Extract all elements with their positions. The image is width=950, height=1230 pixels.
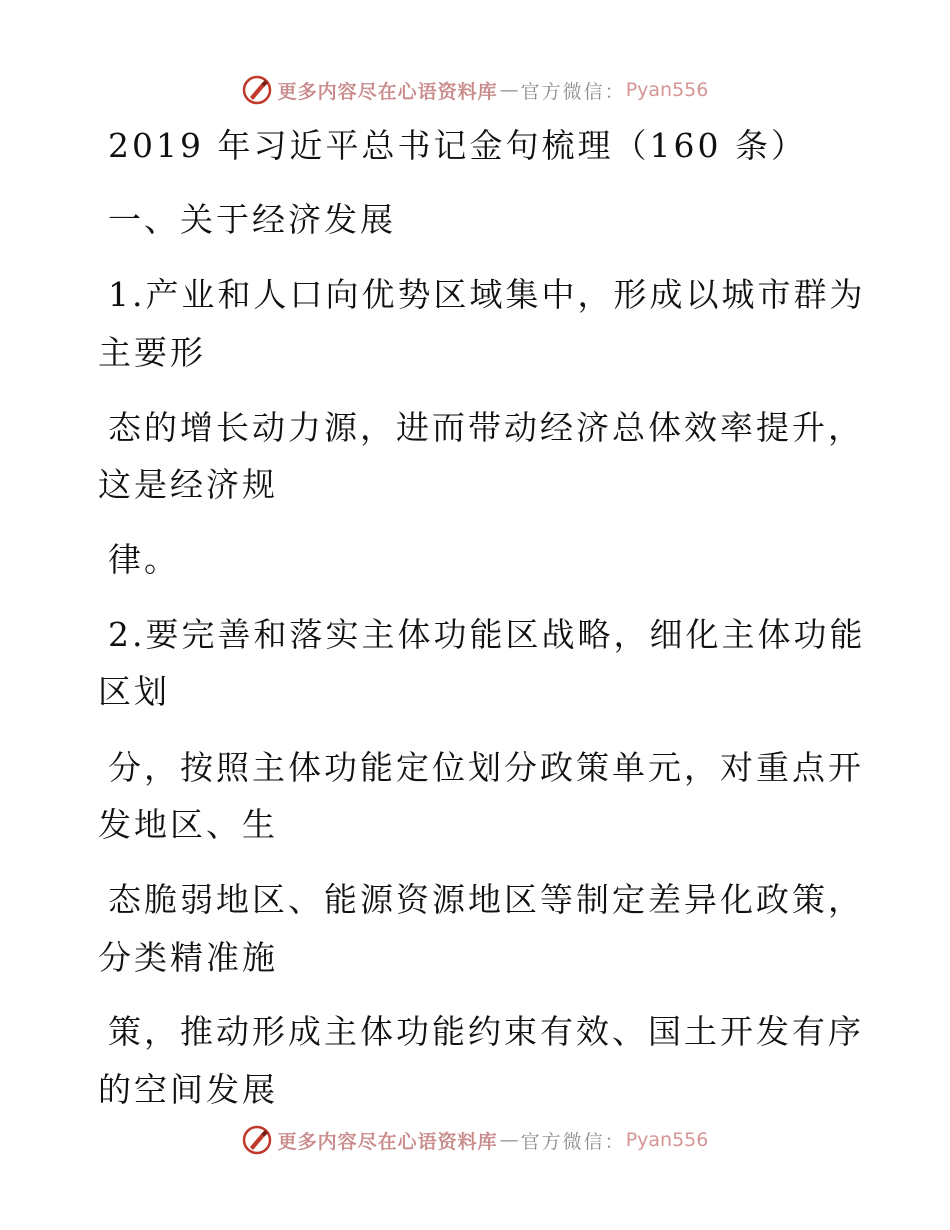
watermark-site: 更多内容尽在心语资料库 [277,80,498,103]
watermark-contact-label: 官方微信： [520,80,626,103]
text-line: 态脆弱地区、能源资源地区等制定差异化政策， [108,880,864,919]
watermark-contact-id: Pyan556 [625,1129,709,1151]
text-line: 2.要完善和落实主体功能区战略，细化主体功能 [108,615,866,654]
text-line: 分类精准施 [98,938,278,977]
text-line: 1.产业和人口向优势区域集中，形成以城市群为 [108,275,866,314]
watermark-contact-id: Pyan556 [625,79,709,101]
pen-logo-icon [242,75,272,105]
text-line: 区划 [98,672,170,711]
text-line: 态的增长动力源，进而带动经济总体效率提升， [108,408,864,447]
document-title: 2019 年习近平总书记金句梳理（160 条） [108,126,807,165]
section-heading: 一、关于经济发展 [108,200,396,239]
watermark-contact-label: 官方微信： [520,1130,626,1153]
watermark-header [0,70,950,110]
text-line: 分，按照主体功能定位划分政策单元，对重点开 [108,748,864,787]
text-line: 策，推动形成主体功能约束有效、国土开发有序 [108,1012,864,1051]
text-line: 的空间发展 [98,1070,278,1109]
pen-logo-icon [242,1125,272,1155]
watermark-separator: — [499,79,519,101]
text-line: 发地区、生 [98,805,278,844]
text-line: 这是经济规 [98,465,278,504]
watermark-site: 更多内容尽在心语资料库 [277,1130,498,1153]
watermark-separator: — [499,1129,519,1151]
watermark-footer [0,1120,950,1160]
text-line: 主要形 [98,333,206,372]
text-line: 律。 [108,540,180,579]
